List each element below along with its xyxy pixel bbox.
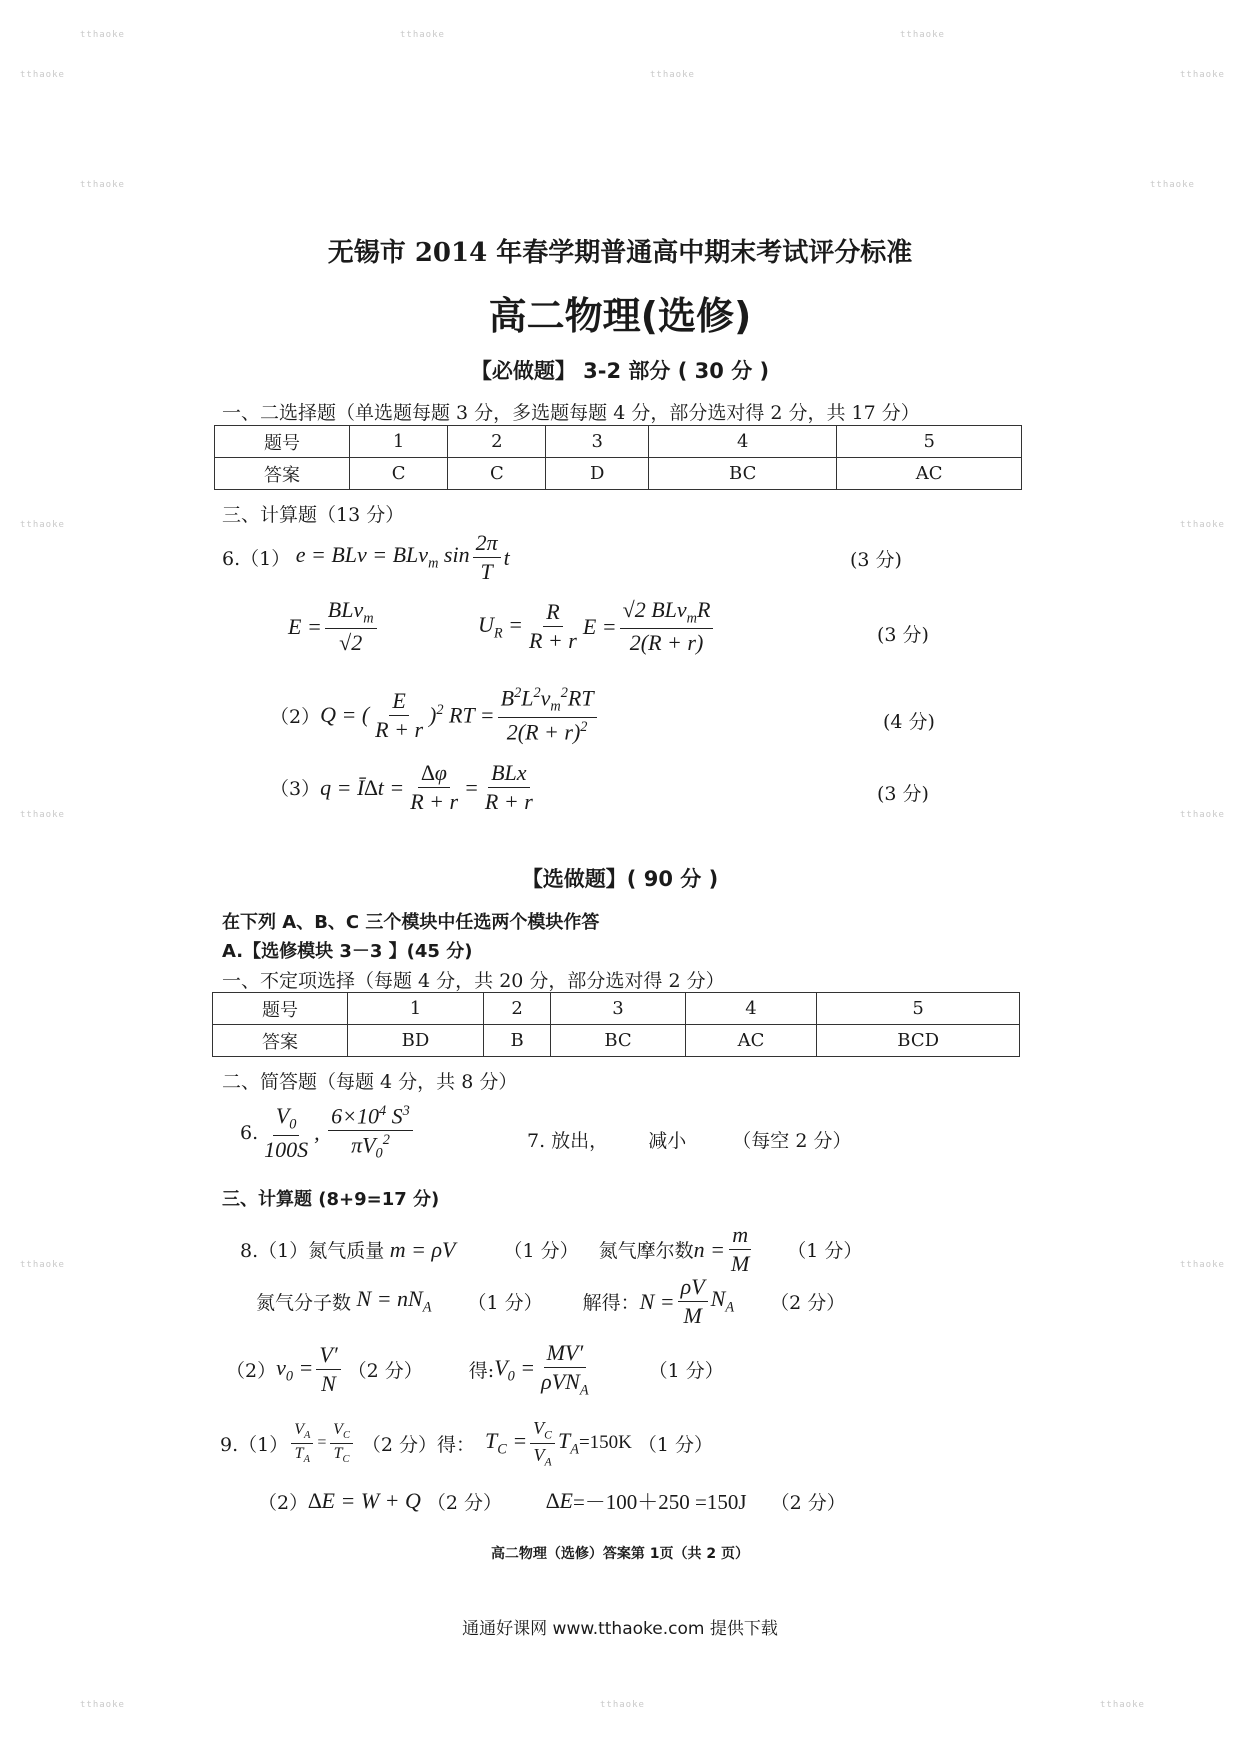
- table-cell: 题号: [215, 426, 350, 458]
- q9-part2-label: （2）: [258, 1491, 309, 1514]
- calc-heading: 三、计算题（13 分）: [222, 504, 405, 526]
- download-credit: 通通好课网 www.tthaoke.com 提供下载: [462, 1619, 778, 1639]
- q9-score4: （2 分）: [770, 1491, 846, 1514]
- table-cell: 5: [837, 426, 1022, 458]
- table-row: [213, 1025, 1020, 1057]
- q6-part3-score: (3 分): [877, 783, 929, 805]
- table-cell: 4: [685, 993, 817, 1025]
- q6-part1-label: 6.（1）: [222, 548, 291, 570]
- watermark: tthaoke: [1150, 180, 1195, 190]
- table-cell: D: [546, 458, 649, 490]
- watermark: tthaoke: [1180, 520, 1225, 530]
- q6-formula-UR: $U_R$ = $\frac{R}{R + r}$ E = $\frac{√2 BLv_mR}{2(R + r)}$: [478, 597, 716, 656]
- q6-part3-label: （3）: [270, 778, 321, 800]
- q8-mol-label: 氮气摩尔数: [598, 1240, 694, 1262]
- watermark: tthaoke: [20, 70, 65, 80]
- short-answer-heading: 二、简答题（每题 4 分，共 8 分）: [222, 1071, 518, 1093]
- watermark: tthaoke: [80, 30, 125, 40]
- watermark: tthaoke: [1180, 1260, 1225, 1270]
- watermark: tthaoke: [600, 1700, 645, 1710]
- short-q7-answer2: 减小: [648, 1130, 687, 1152]
- q8-score3: （1 分）: [467, 1292, 543, 1314]
- watermark: tthaoke: [80, 1700, 125, 1710]
- optional-calc-heading: 三、计算题 (8+9=17 分): [222, 1189, 440, 1210]
- short-q7: [527, 1126, 851, 1153]
- table-cell: C: [350, 458, 448, 490]
- table-cell: 2: [483, 993, 550, 1025]
- q8-part1-label: 8.（1）氮气质量: [240, 1240, 385, 1262]
- page-footer: 高二物理（选修）答案第 1页（共 2 页）: [490, 1546, 750, 1562]
- q9-score1: （2 分）得：: [361, 1433, 476, 1456]
- watermark: tthaoke: [80, 180, 125, 190]
- formula-emf: e = BLv = BLv$_m$ sin: [290, 542, 470, 572]
- formula-fraction: $\frac{2\pi}{T}$: [473, 530, 501, 585]
- table-row: [215, 426, 1022, 458]
- table-cell: B: [483, 1025, 550, 1057]
- watermark: tthaoke: [650, 70, 695, 80]
- table-cell: 3: [546, 426, 649, 458]
- watermark: tthaoke: [400, 30, 445, 40]
- document-subtitle: 高二物理(选修): [488, 294, 752, 338]
- q6-formula-E: E = $\frac{BLv_m}{√2}$: [288, 597, 380, 656]
- q9-score3: （2 分）: [426, 1491, 503, 1514]
- table-cell: 2: [448, 426, 546, 458]
- q6-part1: [222, 530, 510, 585]
- choice-heading: 一、二选择题（单选题每题 3 分，多选题每题 4 分，部分选对得 2 分，共 17 分）: [222, 402, 920, 424]
- q8-score2: （1 分）: [787, 1240, 863, 1262]
- optional-choice-heading: 一、不定项选择（每题 4 分，共 20 分，部分选对得 2 分）: [222, 970, 725, 992]
- q9-de-value: =－100＋250 =150J: [572, 1490, 747, 1514]
- table-cell: BC: [649, 458, 837, 490]
- q9-tc-value: =150K: [578, 1432, 632, 1454]
- q6-part1-score: (3 分): [850, 549, 902, 571]
- q8-score1: （1 分）: [503, 1240, 579, 1262]
- short-q6-label: 6.: [240, 1122, 259, 1145]
- module-a-heading: A.【选修模块 3－3 】(45 分): [222, 941, 473, 962]
- table-cell: BC: [551, 1025, 685, 1057]
- watermark: tthaoke: [1180, 70, 1225, 80]
- document-title: 无锡市 2014 年春学期普通高中期末考试评分标准: [327, 238, 913, 268]
- q8-solve-label: 解得：: [582, 1292, 640, 1314]
- q9-part1-label: 9.（1）: [220, 1433, 289, 1456]
- table-cell: AC: [837, 458, 1022, 490]
- watermark: tthaoke: [1100, 1700, 1145, 1710]
- watermark: tthaoke: [900, 30, 945, 40]
- q8-score6: （1 分）: [648, 1360, 724, 1383]
- q8-score4: （2 分）: [770, 1292, 846, 1314]
- q6-part2: （2） Q = ( $\frac{E}{R + r}$ )$^2$ RT = $\frac{B^2L^2v_m^2RT}{2(R + r)^2}$: [270, 685, 600, 745]
- q6-part3: （3） q = Ī∆t = $\frac{\Delta\varphi}{R + r}$ = $\frac{\text{BLx}}{R + r}$: [270, 760, 533, 814]
- watermark: tthaoke: [1180, 810, 1225, 820]
- table-row: [213, 993, 1020, 1025]
- table-cell: AC: [685, 1025, 817, 1057]
- table-cell: 答案: [215, 458, 350, 490]
- q8-score5: （2 分）: [347, 1360, 423, 1383]
- short-q7-score: （每空 2 分）: [732, 1130, 852, 1152]
- watermark: tthaoke: [20, 810, 65, 820]
- short-q7-label: 7. 放出，: [527, 1130, 609, 1152]
- optional-answer-table: [212, 992, 1020, 1057]
- table-cell: 题号: [213, 993, 348, 1025]
- q8-line3: （2） $v_0$ = $\frac{V'}{N}$ （2 分） 得: $V_0$ = $\frac{MV'}{\rho VN_A}$ （1 分）: [226, 1340, 724, 1399]
- watermark: tthaoke: [20, 1260, 65, 1270]
- q8-n-label: 氮气分子数: [256, 1292, 352, 1314]
- table-row: [215, 458, 1022, 490]
- q9-line1: 9.（1） $\frac{V_A}{T_A}$ = $\frac{V_C}{T_C}$ （2 分）得： $T_C$ = $\frac{V_C}{V_A}$ $T_A$ =150K （1 分）: [220, 1418, 714, 1469]
- table-cell: 1: [348, 993, 484, 1025]
- table-cell: 5: [817, 993, 1020, 1025]
- table-cell: 答案: [213, 1025, 348, 1057]
- short-q6: 6. $\frac{V_0}{100S}$ , $\frac{6\times 10^4 S^3}{\pi V_0^2}$: [240, 1103, 416, 1163]
- q9-line2: （2） ∆E = W + Q （2 分） ∆E =－100＋250 =150J （2 分）: [258, 1488, 846, 1514]
- q8-line2: 氮气分子数 $N = nN_A$ （1 分） 解得： N = $\frac{\rho V}{M}$ $N_A$ （2 分）: [256, 1274, 846, 1328]
- formula-var: t: [503, 544, 510, 570]
- q6-part2-label: （2）: [270, 705, 321, 728]
- table-cell: BCD: [817, 1025, 1020, 1057]
- table-cell: 3: [551, 993, 685, 1025]
- required-answer-table: [214, 425, 1022, 490]
- q8-get-label: 得:: [468, 1360, 495, 1383]
- required-section-heading: 【必做题】 3-2 部分 ( 30 分 ): [470, 359, 770, 383]
- table-cell: C: [448, 458, 546, 490]
- q9-score2: （1 分）: [637, 1433, 714, 1456]
- table-cell: BD: [348, 1025, 484, 1057]
- table-cell: 1: [350, 426, 448, 458]
- q8-line1: 8.（1）氮气质量 m = ρV （1 分） 氮气摩尔数 n = $\frac{m}{M}$ （1 分）: [240, 1222, 863, 1276]
- optional-intro: 在下列 A、B、C 三个模块中任选两个模块作答: [222, 912, 600, 933]
- watermark: tthaoke: [20, 520, 65, 530]
- q6-part1b-score: (3 分): [877, 624, 929, 646]
- table-cell: 4: [649, 426, 837, 458]
- q8-part2-label: （2）: [226, 1360, 277, 1383]
- optional-section-heading: 【选做题】( 90 分 ): [521, 867, 719, 891]
- q6-part2-score: (4 分): [883, 711, 935, 733]
